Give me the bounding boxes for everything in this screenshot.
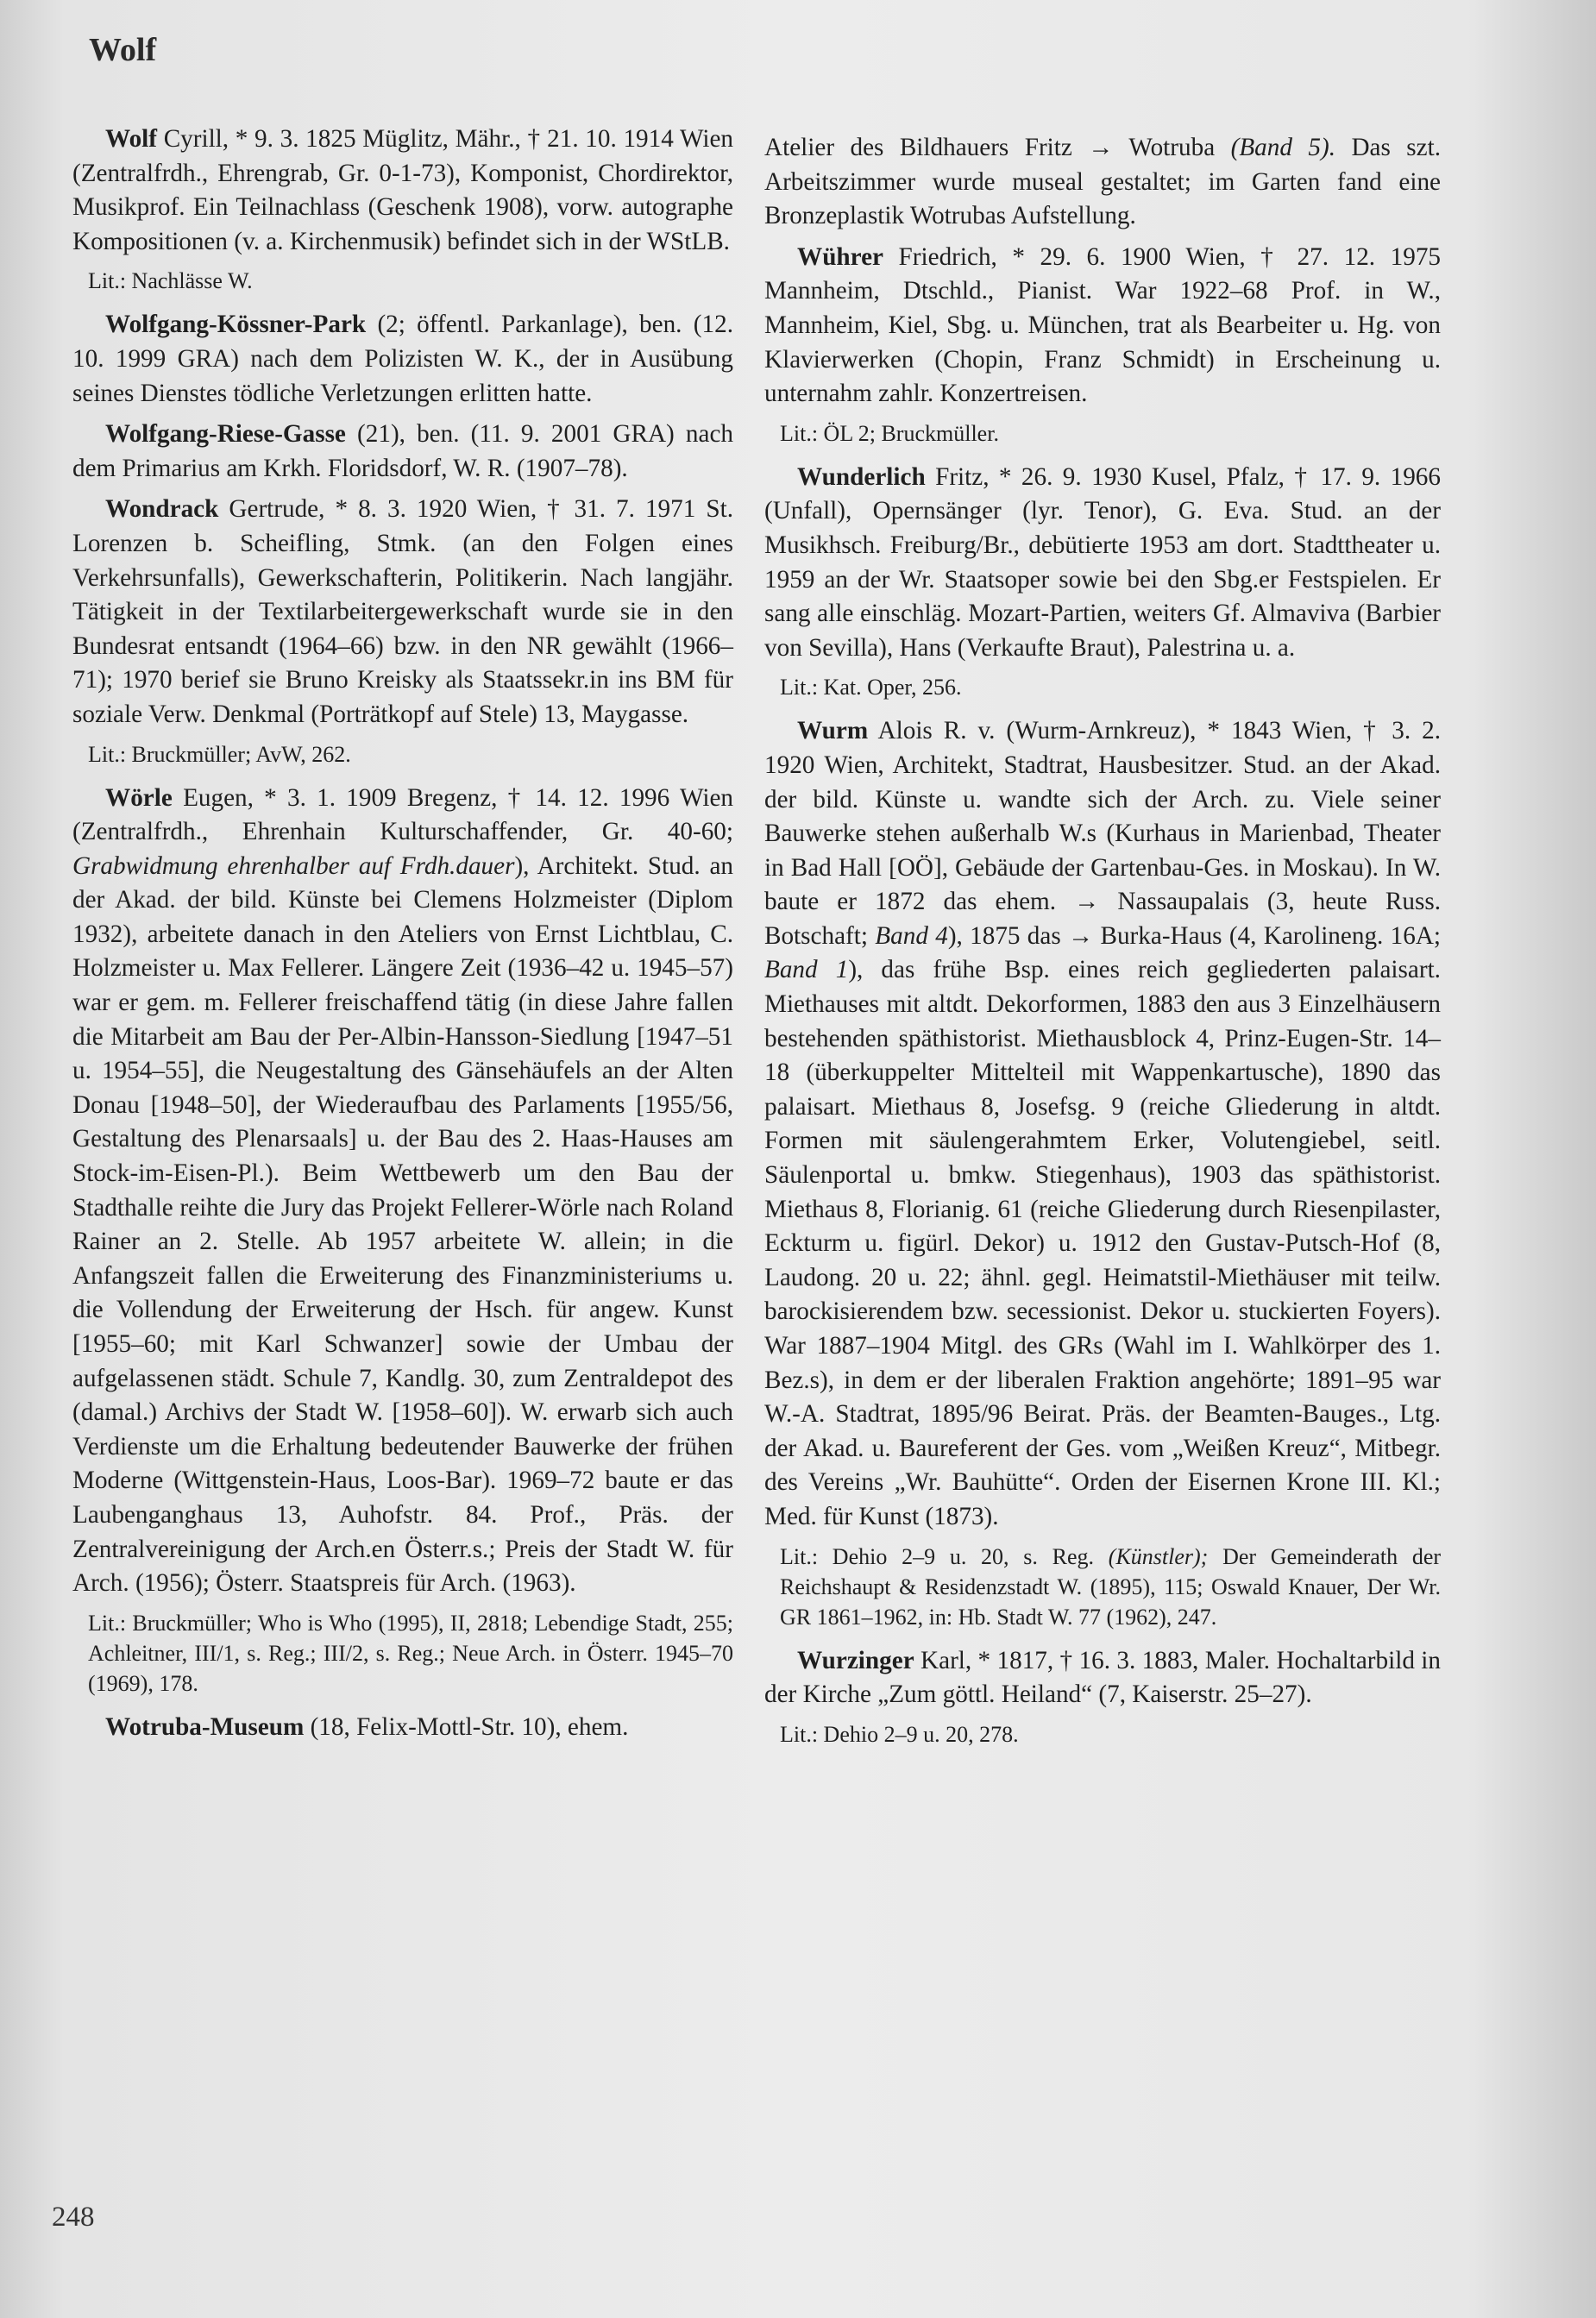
entry-text: Cyrill, * 9. 3. 1825 Müglitz, Mähr., † 21. 10. 1914 Wien (Zentralfrdh., Ehrengrab, Gr. 0-1-73), Komponist, Chordirektor, Musikprof. Ein Teilnachlass (Geschenk 1908), vorw. autographe Kompositionen (v. a. Kirchenmusik) befindet sich in der WStLB.: [72, 125, 734, 255]
entry-wondrack: [72, 493, 733, 732]
literature: Lit.: Dehio 2–9 u. 20, 278.: [780, 1721, 1019, 1747]
entry-koessner-park: [72, 308, 733, 411]
lemma: Wolfgang-Riese-Gasse: [105, 420, 346, 449]
lemma: Wolfgang-Kössner-Park: [105, 311, 367, 339]
lemma: Wondrack: [105, 495, 219, 524]
left-column: [72, 122, 733, 1751]
entry-wuehrer: [764, 241, 1441, 411]
lemma: Wotruba-Museum: [105, 1712, 305, 1741]
entry-italic: (Band 5).: [1230, 134, 1335, 161]
literature: [764, 1542, 1441, 1632]
entry-text: Karl, * 1817, † 16. 3. 1883, Maler. Hochaltarbild in der Kirche „Zum göttl. Heiland“ (7, Kaiserstr. 25–27).: [764, 1646, 1442, 1709]
lemma: Wunderlich: [797, 462, 926, 491]
page-number: 248: [52, 2202, 95, 2233]
literature-italic: (Künstler);: [1108, 1543, 1209, 1569]
entry-text: (2; öffentl. Parkanlage), ben. (12. 10. 1999 GRA) nach dem Polizisten W. K., der in Ausübung seines Dienstes tödliche Verletzungen erlitten hatte.: [72, 311, 733, 407]
literature: Lit.: ÖL 2; Bruckmüller.: [780, 420, 999, 446]
literature-text: Lit.: Dehio 2–9 u. 20, s. Reg.: [780, 1543, 1095, 1569]
entry-wolf-cyrill: [72, 122, 733, 259]
lemma: Wührer: [797, 242, 883, 271]
lemma: Wolf: [105, 125, 157, 153]
entry-text: Alois R. v. (Wurm-Arnkreuz), * 1843 Wien, † 3. 2. 1920 Wien, Architekt, Stadtrat, Hausbesitzer. Stud. an der Akad. der bild. Künste u. wandte sich der Arch. zu. Viele seiner Bauwerke stehen außerhalb W.s (Kurhaus in Marienbad, Theater in Bad Hall [OÖ], Gebäude der Gartenbau-Ges. in Moskau). In W. baute er 1872 das ehem. → Nassaupalais (3, heute Russ. Botschaft;: [764, 717, 1442, 950]
literature-text: Der Gemeinderath der Reichshaupt & Residenzstadt W. (1895), 115; Oswald Knauer, Der Wr. GR 1861–1962, in: Hb. Stadt W. 77 (1962), 247.: [780, 1543, 1442, 1630]
literature: Lit.: Bruckmüller; Who is Who (1995), II, 2818; Lebendige Stadt, 255; Achleitner, III/1, s. Reg.; III/2, s. Reg.; Neue Arch. in Österr. 1945–70 (1969), 178.: [88, 1610, 733, 1696]
lemma: Wurm: [797, 717, 869, 745]
entry-text: Eugen, * 3. 1. 1909 Bregenz, † 14. 12. 1996 Wien (Zentralfrdh., Ehrenhain Kulturschaffender, Gr. 40-60;: [72, 783, 733, 846]
literature: Lit.: Nachlässe W.: [88, 268, 253, 294]
literature: Lit.: Bruckmüller; AvW, 262.: [88, 741, 351, 767]
entry-text: Fritz, * 26. 9. 1930 Kusel, Pfalz, † 17. 9. 1966 (Unfall), Opernsänger (lyr. Tenor), G. Eva. Stud. an der Musikhsch. Freiburg/Br., debütierte 1953 am dort. Stadttheater u. 1959 an der Wr. Staatsoper sowie bei den Sbg.er Festspielen. Er sang alle einschläg. Mozart-Partien, weiters Gf. Almaviva (Barbier von Sevilla), Hans (Verkaufte Braut), Palestrina u. a.: [764, 462, 1441, 662]
running-head: Wolf: [89, 32, 157, 68]
entry-italic: Band 1: [764, 956, 849, 984]
right-column: [764, 131, 1441, 1762]
entry-italic: Grabwidmung ehrenhalber auf Frdh.dauer: [72, 851, 515, 880]
entry-text: ), Architekt. Stud. an der Akad. der bild. Künste bei Clemens Holzmeister (Diplom 1932), arbeitete danach in den Ateliers von Ernst Lichtblau, C. Holzmeister u. Max Fellerer. Längere Zeit (1936–42 u. 1945–57) war er gem. m. Fellerer freischaffend tätig (in diese Jahre fallen die Mitarbeit am Bau der Per-Albin-Hansson-Siedlung [1947–51 u. 1954–55], die Neugestaltung des Gänsehäufels an der Alten Donau [1948–50], der Wiederaufbau des Parlaments [1955/56, Gestaltung des Plenarsaals] u. der Bau des 2. Haas-Hauses am Stock-im-Eisen-Pl.). Beim Wettbewerb um den Bau der Stadthalle reihte die Jury das Projekt Fellerer-Wörle nach Roland Rainer an 2. Stelle. Ab 1957 arbeitete W. allein; in die Anfangszeit fallen die Erweiterung des Finanzministeriums u. die Vollendung der Erweiterung der Hsch. für angew. Kunst [1955–60; mit Karl Schwanzer] sowie der Umbau der aufgelassenen städt. Schule 7, Kandlg. 30, zum Zentraldepot des (damal.) Archivs der Stadt W. [1958–60]). W. erwarb sich auch Verdienste um die Erhaltung bedeutender Bauwerke der frühen Moderne (Wittgenstein-Haus, Loos-Bar). 1969–72 baute er das Laubenganghaus 13, Auhofstr. 84. Prof., Präs. der Zentralvereinigung der Arch.en Österr.s.; Preis der Stadt W. für Arch. (1956); Österr. Staatspreis für Arch. (1963).: [72, 851, 733, 1598]
entry-text: ), 1875 das → Burka-Haus (4, Karolineng. 16A;: [947, 921, 1442, 950]
entry-italic: Band 4: [875, 921, 948, 950]
entry-text: (18, Felix-Mottl-Str. 10), ehem.: [310, 1712, 629, 1741]
entry-text: Friedrich, * 29. 6. 1900 Wien, † 27. 12. 1975 Mannheim, Dtschld., Pianist. War 1922–68 Prof. in W., Mannheim, Kiel, Sbg. u. München, trat als Bearbeiter u. Hg. von Klavierwerken (Chopin, Franz Schmidt) in Erscheinung u. unternahm zahlr. Konzertreisen.: [764, 242, 1442, 408]
entry-text: Atelier des Bildhauers Fritz → Wotruba: [764, 134, 1216, 161]
entry-text: Das szt. Arbeitszimmer wurde museal gestaltet; im Garten fand eine Bronzeplastik Wotrubas Aufstellung.: [764, 134, 1442, 230]
entry-wurzinger: [764, 1644, 1441, 1712]
entry-woerle: [72, 782, 733, 1601]
entry-text: Gertrude, * 8. 3. 1920 Wien, † 31. 7. 1971 St. Lorenzen b. Scheifling, Stmk. (an den Folgen eines Verkehrsunfalls), Gewerkschafterin, Politikerin. Nach langjähr. Tätigkeit in der Textilarbeitergewerkschaft wurde sie in den Bundesrat entsandt (1964–66) bzw. in den NR gewählt (1966–71); 1970 berief sie Bruno Kreisky als Staatssekr.in ins BM für soziale Verw. Denkmal (Porträtkopf auf Stele) 13, Maygasse.: [72, 495, 733, 728]
entry-wotruba-museum: [72, 1711, 733, 1745]
entry-wurm: [764, 714, 1441, 1534]
entry-wunderlich: [764, 461, 1441, 666]
entry-wotruba-museum-continued: [764, 131, 1441, 234]
entry-riese-gasse: [72, 418, 733, 486]
entry-text: ), das frühe Bsp. eines reich gegliederten palaisart. Miethauses mit altdt. Dekorformen, 1883 den aus 3 Einzelhäusern bestehenden späthistorist. Miethausblock 4, Prinz-Eugen-Str. 14–18 (überkuppelter Mittelteil mit Wappenkartusche), 1890 das palaisart. Miethaus 8, Josefsg. 9 (reiche Gliederung in altdt. Formen mit säulengerahmtem Erker, Volutengiebel, seitl. Säulenportal u. bmkw. Stiegenhaus), 1903 das späthistorist. Miethaus 8, Florianig. 61 (reiche Gliederung durch Riesenpilaster, Eckturm u. figürl. Dekor) u. 1912 den Gustav-Putsch-Hof (8, Laudong. 20 u. 22; ähnl. gegl. Heimatstil-Miethäuser mit teilw. barockisierendem bzw. secessionist. Dekor u. stuckierten Foyers). War 1887–1904 Mitgl. des GRs (Wahl im I. Wahlkörper des 1. Bez.s), in dem er der liberalen Fraktion angehörte; 1891–95 war W.-A. Stadtrat, 1895/96 Beirat. Präs. der Beamten-Bauges., Ltg. der Akad. u. Baureferent der Ges. vom „Weißen Kreuz“, Mitbegr. des Vereins „Wr. Bauhütte“. Orden der Eisernen Krone III. Kl.; Med. für Kunst (1873).: [764, 956, 1441, 1530]
lemma: Wurzinger: [797, 1646, 914, 1674]
entry-text: (21), ben. (11. 9. 2001 GRA) nach dem Primarius am Krkh. Floridsdorf, W. R. (1907–78).: [72, 420, 733, 482]
lemma: Wörle: [105, 783, 173, 812]
literature: Lit.: Kat. Oper, 256.: [780, 675, 962, 700]
